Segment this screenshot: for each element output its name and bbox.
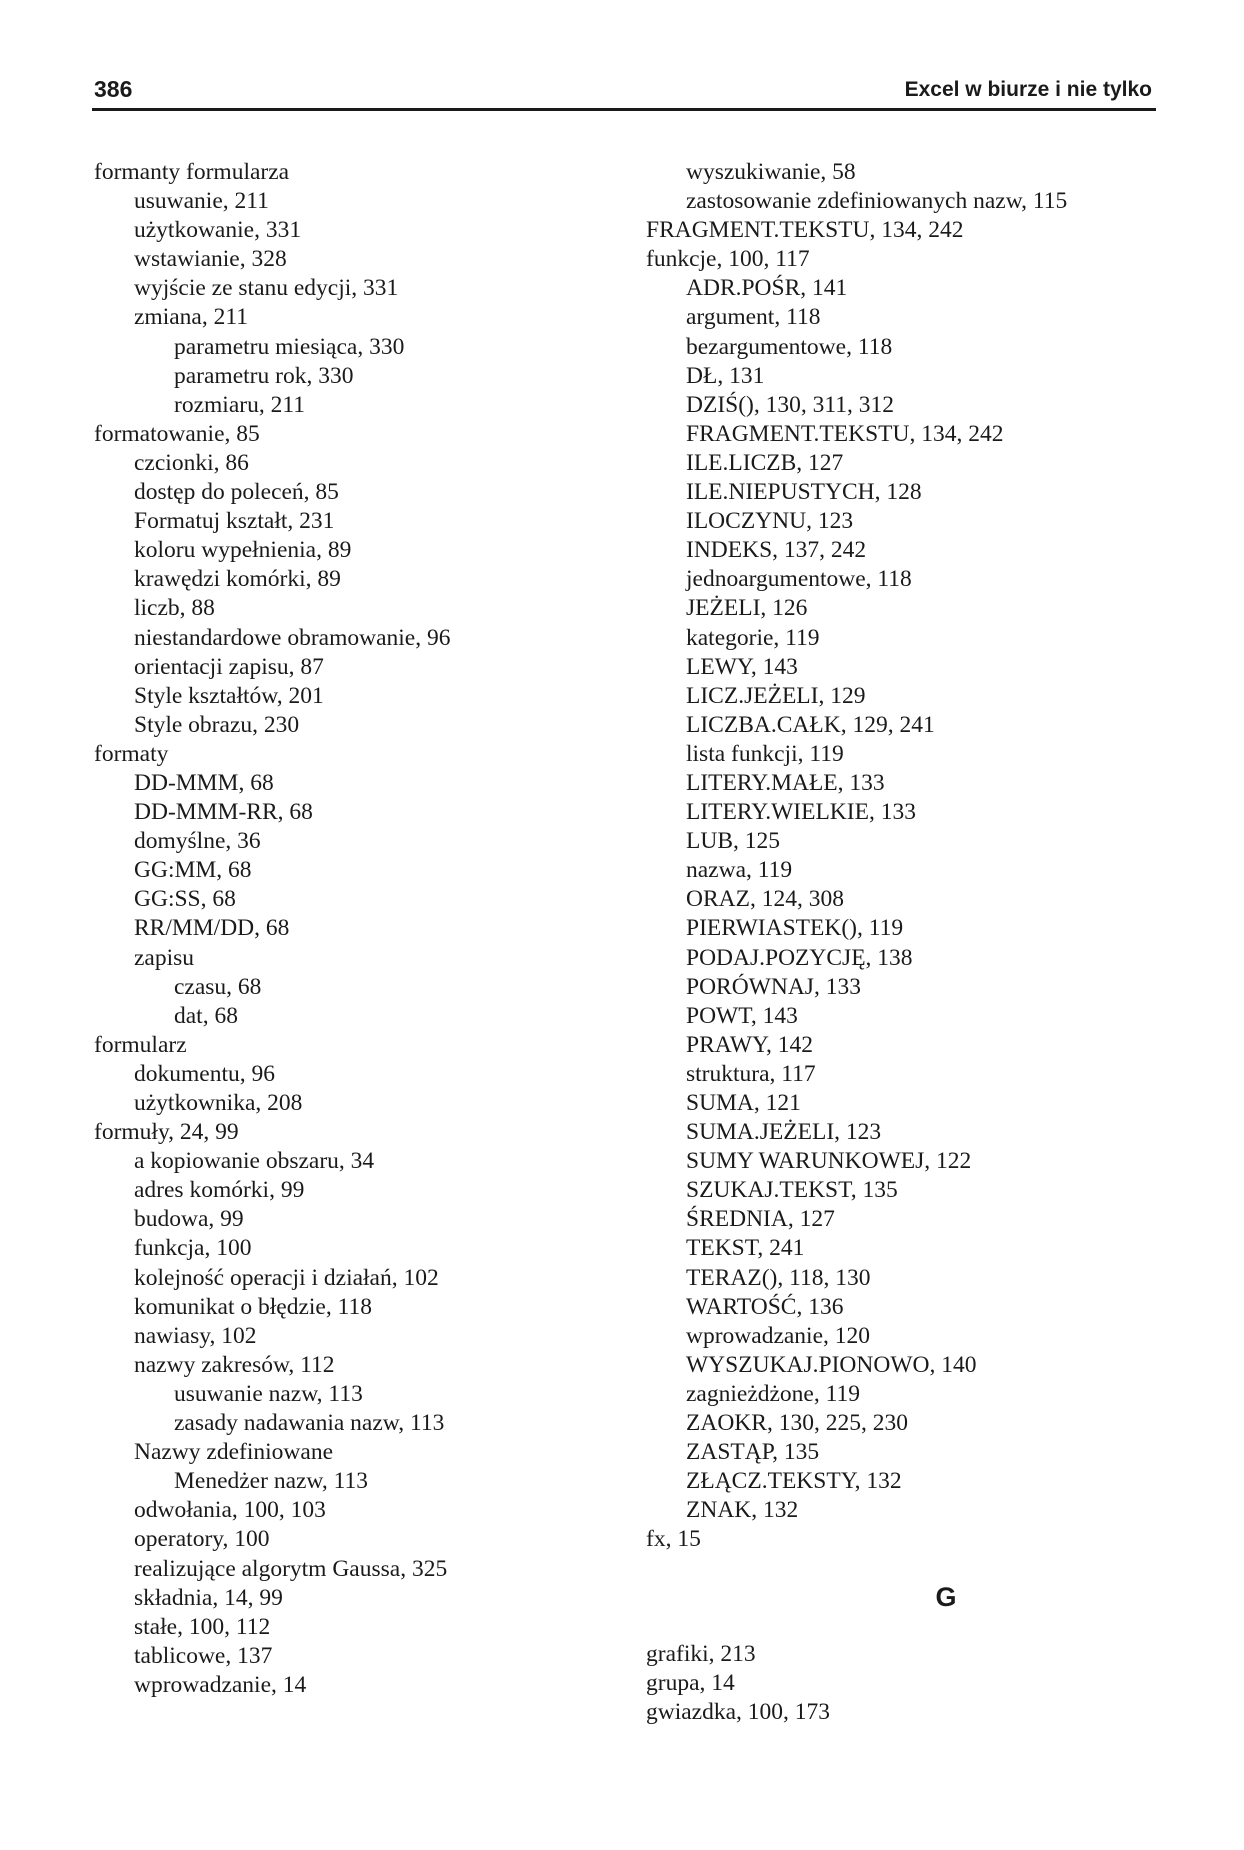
index-subentry: ZASTĄP, 135: [686, 1439, 820, 1466]
index-subentry: Style kształtów, 201: [134, 682, 324, 709]
index-subentry: Style obrazu, 230: [134, 711, 300, 738]
index-subentry: struktura, 117: [686, 1060, 816, 1087]
index-subentry: DD-MMM, 68: [134, 769, 274, 796]
index-subsubentry: parametru miesiąca, 330: [174, 333, 405, 360]
index-subentry: nazwy zakresów, 112: [134, 1351, 335, 1378]
index-subsubentry: czasu, 68: [174, 973, 262, 1000]
index-entry: formularz: [94, 1031, 187, 1058]
index-entry: formanty formularza: [94, 159, 290, 185]
index-subentry: POWT, 143: [686, 1002, 798, 1029]
index-entries-g: [646, 1640, 1166, 1727]
index-entry: formaty: [94, 740, 169, 767]
index-subentry: zmiana, 211: [134, 304, 248, 331]
index-entry: FRAGMENT.TEKSTU, 134, 242: [646, 217, 964, 244]
index-subentry: ILE.LICZB, 127: [686, 449, 844, 476]
index-entry: formuły, 24, 99: [94, 1119, 239, 1146]
index-subentry: ORAZ, 124, 308: [686, 886, 844, 913]
index-subentry: wprowadzanie, 14: [134, 1671, 307, 1698]
index-entry: grafiki, 213: [646, 1640, 756, 1667]
index-subentry: kolejność operacji i działań, 102: [134, 1264, 439, 1291]
index-subentry: dostęp do poleceń, 85: [134, 479, 339, 506]
index-subentry: realizujące algorytm Gaussa, 325: [134, 1555, 448, 1582]
index-subentry: LICZBA.CAŁK, 129, 241: [686, 711, 935, 738]
index-entry: grupa, 14: [646, 1669, 735, 1696]
index-entries-f-continued: [646, 158, 1166, 1555]
index-subentry: wyszukiwanie, 58: [686, 159, 856, 185]
index-subsubentry: dat, 68: [174, 1002, 238, 1029]
index-column-left: [94, 158, 614, 1700]
index-subsubentry: zasady nadawania nazw, 113: [174, 1410, 445, 1437]
book-title: Excel w biurze i nie tylko: [904, 78, 1152, 101]
index-subentry: wyjście ze stanu edycji, 331: [134, 275, 399, 302]
index-subentry: DD-MMM-RR, 68: [134, 799, 313, 826]
index-subentry: LEWY, 143: [686, 653, 798, 680]
index-subentry: składnia, 14, 99: [134, 1584, 283, 1611]
index-entry: gwiazdka, 100, 173: [646, 1698, 831, 1725]
index-subentry: usuwanie, 211: [134, 188, 269, 215]
index-subentry: RR/MM/DD, 68: [134, 915, 290, 942]
index-subentry: PRAWY, 142: [686, 1031, 813, 1058]
index-subentry: operatory, 100: [134, 1526, 270, 1553]
index-subentry: nawiasy, 102: [134, 1322, 257, 1349]
index-entry: fx, 15: [646, 1526, 701, 1553]
index-subentry: WARTOŚĆ, 136: [686, 1293, 844, 1320]
index-subsubentry: rozmiaru, 211: [174, 391, 305, 418]
index-subentry: PORÓWNAJ, 133: [686, 973, 861, 1000]
index-subentry: zastosowanie zdefiniowanych nazw, 115: [686, 188, 1068, 215]
index-subentry: kategorie, 119: [686, 624, 820, 651]
index-subsubentry: parametru rok, 330: [174, 362, 354, 389]
index-subentry: ILOCZYNU, 123: [686, 508, 854, 535]
index-entry: formatowanie, 85: [94, 420, 260, 447]
index-entry: funkcje, 100, 117: [646, 246, 810, 273]
section-letter-g: G: [935, 1581, 957, 1612]
index-subentry: SZUKAJ.TEKST, 135: [686, 1177, 898, 1204]
index-subentry: ZŁĄCZ.TEKSTY, 132: [686, 1468, 902, 1495]
index-subentry: ZAOKR, 130, 225, 230: [686, 1410, 908, 1437]
page-number: 386: [94, 76, 133, 102]
index-subentry: SUMY WARUNKOWEJ, 122: [686, 1148, 972, 1175]
index-subsubentry: usuwanie nazw, 113: [174, 1380, 363, 1407]
index-subentry: dokumentu, 96: [134, 1060, 275, 1087]
index-subentry: lista funkcji, 119: [686, 740, 844, 767]
index-subsubentry: Menedżer nazw, 113: [174, 1468, 369, 1495]
index-subentry: GG:SS, 68: [134, 886, 236, 913]
index-subentry: GG:MM, 68: [134, 857, 252, 884]
index-subentry: zapisu: [134, 944, 195, 971]
index-subentry: domyślne, 36: [134, 828, 261, 855]
index-subentry: odwołania, 100, 103: [134, 1497, 326, 1524]
index-subentry: SUMA.JEŻELI, 123: [686, 1119, 882, 1146]
index-subentry: LICZ.JEŻELI, 129: [686, 682, 866, 709]
index-subentry: jednoargumentowe, 118: [686, 566, 912, 593]
index-subentry: wstawianie, 328: [134, 246, 287, 273]
index-subentry: bezargumentowe, 118: [686, 333, 893, 360]
index-subentry: PODAJ.POZYCJĘ, 138: [686, 944, 913, 971]
index-subentry: ZNAK, 132: [686, 1497, 799, 1524]
index-subentry: a kopiowanie obszaru, 34: [134, 1148, 375, 1175]
index-column-right: [646, 158, 1166, 1727]
page-header: [92, 72, 1156, 111]
index-subentry: Formatuj kształt, 231: [134, 508, 335, 535]
index-subentry: FRAGMENT.TEKSTU, 134, 242: [686, 420, 1004, 447]
index-subentry: nazwa, 119: [686, 857, 793, 884]
index-subentry: ŚREDNIA, 127: [686, 1206, 835, 1233]
index-subentry: koloru wypełnienia, 89: [134, 537, 352, 564]
index-subentry: liczb, 88: [134, 595, 215, 622]
index-subentry: Nazwy zdefiniowane: [134, 1439, 334, 1466]
index-subentry: LITERY.MAŁE, 133: [686, 769, 885, 796]
index-subentry: PIERWIASTEK(), 119: [686, 915, 904, 942]
index-subentry: krawędzi komórki, 89: [134, 566, 341, 593]
index-subentry: niestandardowe obramowanie, 96: [134, 624, 451, 651]
index-subentry: ADR.POŚR, 141: [686, 275, 848, 302]
index-subentry: DZIŚ(), 130, 311, 312: [686, 391, 895, 418]
index-subentry: LUB, 125: [686, 828, 780, 855]
index-subentry: komunikat o błędzie, 118: [134, 1293, 372, 1320]
index-subentry: adres komórki, 99: [134, 1177, 305, 1204]
index-subentry: LITERY.WIELKIE, 133: [686, 799, 916, 826]
index-subentry: ILE.NIEPUSTYCH, 128: [686, 479, 922, 506]
index-subentry: WYSZUKAJ.PIONOWO, 140: [686, 1351, 977, 1378]
index-subentry: czcionki, 86: [134, 449, 249, 476]
index-subentry: INDEKS, 137, 242: [686, 537, 867, 564]
index-subentry: TERAZ(), 118, 130: [686, 1264, 871, 1291]
index-subentry: JEŻELI, 126: [686, 595, 808, 622]
index-subentry: orientacji zapisu, 87: [134, 653, 324, 680]
index-subentry: DŁ, 131: [686, 362, 765, 389]
index-subentry: SUMA, 121: [686, 1090, 801, 1116]
index-subentry: budowa, 99: [134, 1206, 244, 1233]
index-subentry: zagnieżdżone, 119: [686, 1380, 860, 1407]
index-subentry: użytkowanie, 331: [134, 217, 302, 244]
index-subentry: tablicowe, 137: [134, 1642, 273, 1669]
index-subentry: użytkownika, 208: [134, 1090, 303, 1116]
index-subentry: wprowadzanie, 120: [686, 1322, 871, 1349]
index-subentry: funkcja, 100: [134, 1235, 252, 1262]
index-subentry: argument, 118: [686, 304, 821, 331]
index-subentry: TEKST, 241: [686, 1235, 805, 1262]
index-subentry: stałe, 100, 112: [134, 1613, 271, 1640]
